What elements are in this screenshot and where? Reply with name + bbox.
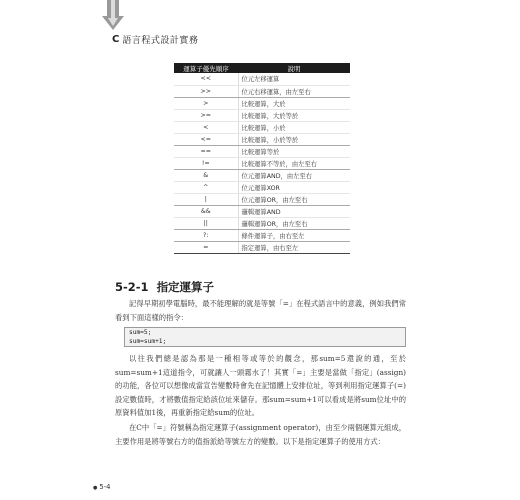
- table-row: [174, 145, 350, 157]
- description-cell: 位元左移運算: [238, 73, 350, 85]
- c-badge: C: [112, 34, 120, 45]
- description-cell: 比較運算，大於等於: [238, 109, 350, 121]
- operator-cell: &&: [174, 205, 238, 217]
- description-cell: 比較運算，小於等於: [238, 133, 350, 145]
- operator-cell: <=: [174, 133, 238, 145]
- description-cell: 比較運算等於: [238, 145, 350, 157]
- page-number: 5-4: [99, 483, 111, 491]
- section-number: 5-2-1: [115, 280, 149, 294]
- table-row: [174, 85, 350, 97]
- table-row: [174, 193, 350, 205]
- operator-cell: >>: [174, 85, 238, 97]
- table-row: [174, 205, 350, 217]
- operator-cell: |: [174, 193, 238, 205]
- description-cell: 比較運算，小於: [238, 121, 350, 133]
- table-row: [174, 121, 350, 133]
- column-header-precedence: 運算子優先順序: [174, 63, 238, 73]
- table-row: [174, 73, 350, 85]
- operator-cell: =: [174, 241, 238, 253]
- book-title: 語言程式設計實務: [122, 36, 199, 46]
- operator-cell: !=: [174, 157, 238, 169]
- book-title-line: [112, 33, 198, 46]
- description-cell: 位元運算AND，由左至右: [238, 169, 350, 181]
- body-paragraph-1: 記得早期初學電腦時，最不能理解的就是等號「=」在程式語言中的意義，例如我們常看到下面這樣的指令：: [115, 299, 406, 322]
- bullet-icon: ●: [93, 485, 98, 491]
- code-block: [124, 327, 406, 347]
- description-cell: 位元運算OR，由左至右: [238, 193, 350, 205]
- table-header-row: [174, 63, 350, 73]
- table-row: [174, 133, 350, 145]
- operator-cell: ^: [174, 181, 238, 193]
- description-cell: 位元右移運算，由左至右: [238, 85, 350, 97]
- column-header-description: 說明: [238, 63, 350, 73]
- operator-cell: &: [174, 169, 238, 181]
- operator-cell: >=: [174, 109, 238, 121]
- running-header: [102, 0, 302, 50]
- operator-cell: ?:: [174, 229, 238, 241]
- code-line: sum=sum+1;: [129, 337, 167, 345]
- table-row: [174, 109, 350, 121]
- description-cell: 比較運算不等於，由左至右: [238, 157, 350, 169]
- operator-cell: >: [174, 97, 238, 109]
- operator-precedence-table: [174, 63, 350, 254]
- table-row: [174, 229, 350, 241]
- description-cell: 邏輯運算OR，由左至右: [238, 217, 350, 229]
- section-title: 指定運算子: [156, 280, 215, 294]
- body-paragraph-3: 在C中「=」符號稱為指定運算子(assignment operator)，由至少兩個運算元組成，主要作用是將等號右方的值指派給等號左方的變數。以下是指定運算子的使用方式：: [115, 423, 406, 446]
- description-cell: 邏輯運算AND: [238, 205, 350, 217]
- body-paragraph-2: 以往我們總是認為那是一種相等或等於的觀念，那sum=5還說的通，至於sum=sum+1這道指令，可就讓人一頭霧水了！其實「=」主要是當做「指定」(assign)的功能，各位可以想像成當宣告變數時會先在記憶體上安排位址，等到利用指定運算子(=)設定數值時，才將數值指定給該位址來儲存。那sum=sum+1可以看成是將sum位址中的原資料值加1後，再重新指定給sum的位址。: [115, 354, 406, 417]
- table-row: [174, 181, 350, 193]
- table-row: [174, 241, 350, 253]
- description-cell: 位元運算XOR: [238, 181, 350, 193]
- table-row: [174, 97, 350, 109]
- table-row: [174, 217, 350, 229]
- page-footer: [93, 483, 110, 491]
- description-cell: 條件運算子，由右至左: [238, 229, 350, 241]
- description-cell: 指定運算，由右至左: [238, 241, 350, 253]
- table-row: [174, 157, 350, 169]
- operator-cell: ==: [174, 145, 238, 157]
- table-row: [174, 169, 350, 181]
- operator-cell: ||: [174, 217, 238, 229]
- down-arrow-icon: [102, 0, 124, 34]
- description-cell: 比較運算，大於: [238, 97, 350, 109]
- code-line: sum=5;: [129, 329, 152, 336]
- section-heading: [115, 279, 214, 295]
- operator-cell: <<: [174, 73, 238, 85]
- operator-cell: <: [174, 121, 238, 133]
